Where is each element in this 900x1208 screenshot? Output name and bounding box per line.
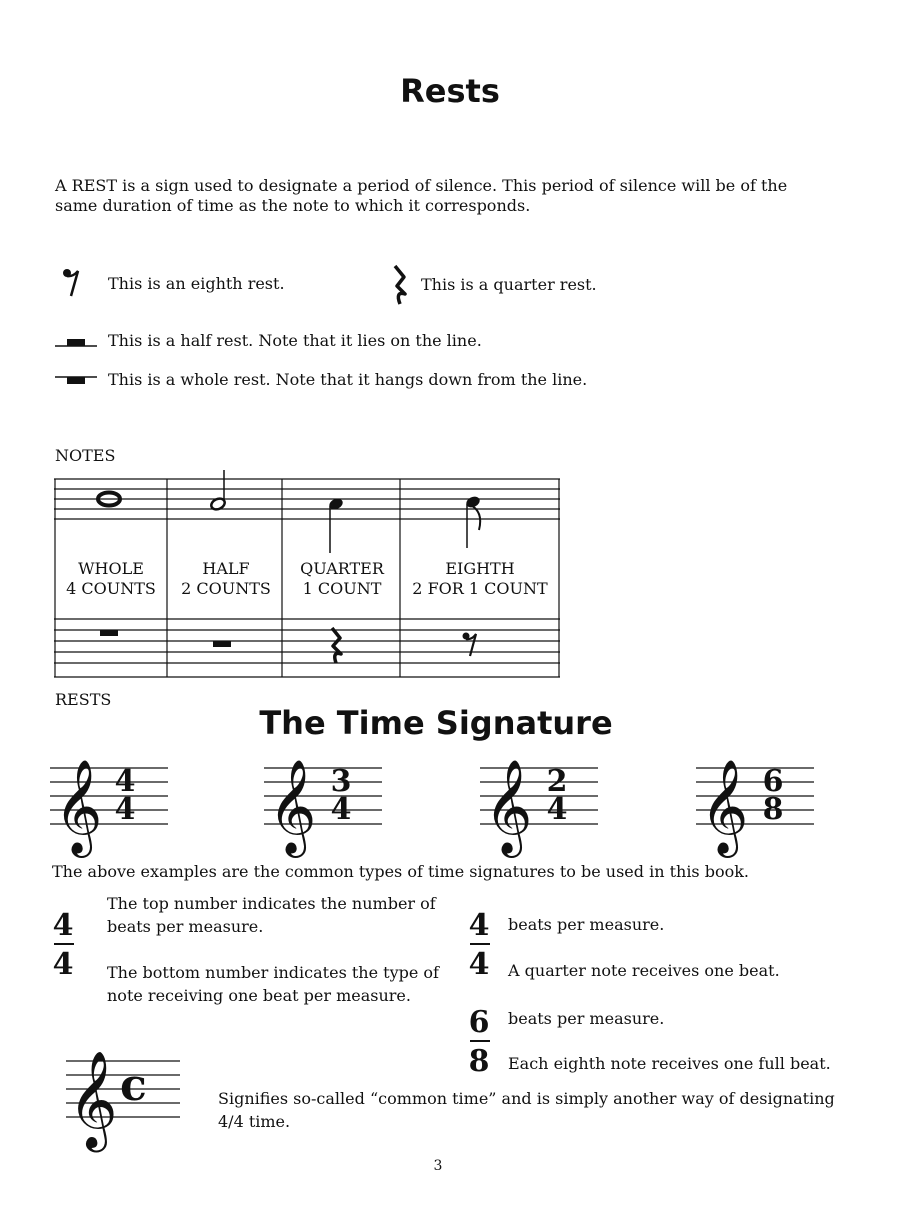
treble-clef-icon: 𝄞 bbox=[68, 1050, 118, 1148]
common-time-symbol: c bbox=[120, 1060, 147, 1111]
table-col-quarter bbox=[284, 559, 400, 599]
page-number: 3 bbox=[433, 1158, 443, 1174]
notes-label: NOTES bbox=[55, 446, 116, 465]
fraction-bar bbox=[470, 1040, 490, 1042]
quarter-note-icon bbox=[328, 497, 345, 553]
quarter-count: 1 COUNT bbox=[302, 579, 382, 598]
half-count: 2 COUNTS bbox=[181, 579, 271, 598]
examples-caption: The above examples are the common types of time signatures to be used in this book. bbox=[52, 862, 750, 881]
treble-clef-icon: 𝄞 bbox=[54, 759, 103, 854]
quarter-rest-table-icon bbox=[332, 628, 341, 663]
rests-label: RESTS bbox=[55, 690, 112, 709]
top-number-text: The top number indicates the number of beats per measure. bbox=[107, 894, 436, 936]
half-rest-table-icon bbox=[213, 641, 231, 647]
whole-count: 4 COUNTS bbox=[66, 579, 156, 598]
table-col-eighth bbox=[401, 559, 559, 599]
staff-3 bbox=[480, 752, 600, 854]
right-68-top-text: beats per measure. bbox=[508, 1009, 665, 1028]
half-rest-icon bbox=[55, 334, 99, 350]
common-time-staff bbox=[66, 1044, 182, 1148]
common-time-text: Signifies so-called “common time” and is simply another way of designating 4/4 time. bbox=[218, 1089, 835, 1131]
time-sig-2-top: 3 bbox=[330, 764, 352, 799]
staff-4 bbox=[696, 752, 816, 854]
half-note-icon bbox=[210, 470, 227, 511]
fraction-bar bbox=[54, 943, 74, 945]
eighth-note-icon bbox=[465, 495, 482, 548]
right-68-bottom: 8 bbox=[468, 1044, 490, 1079]
right-44-top: 4 bbox=[468, 908, 490, 943]
whole-rest-icon bbox=[55, 372, 99, 392]
quarter-rest-description: This is a quarter rest. bbox=[421, 275, 597, 294]
whole-rest-table-icon bbox=[100, 630, 118, 636]
time-signature-heading: The Time Signature bbox=[259, 704, 613, 742]
half-label: HALF bbox=[202, 559, 250, 578]
right-44-top-text: beats per measure. bbox=[508, 915, 665, 934]
time-sig-example-2 bbox=[264, 752, 384, 854]
time-sig-1-bottom: 4 bbox=[114, 792, 136, 827]
time-sig-3-top: 2 bbox=[546, 764, 568, 799]
eighth-count: 2 FOR 1 COUNT bbox=[412, 579, 548, 598]
whole-rest-description: This is a whole rest. Note that it hangs down from the line. bbox=[108, 370, 588, 389]
time-sig-3-bottom: 4 bbox=[546, 792, 568, 827]
treble-clef-icon: 𝄞 bbox=[700, 759, 749, 854]
treble-clef-icon: 𝄞 bbox=[268, 759, 317, 854]
whole-label: WHOLE bbox=[78, 559, 144, 578]
time-sig-1-top: 4 bbox=[114, 764, 136, 799]
quarter-rest-icon bbox=[389, 264, 413, 310]
treble-clef-icon: 𝄞 bbox=[484, 759, 533, 854]
explain-44-top: 4 bbox=[52, 908, 74, 943]
half-rest-description: This is a half rest. Note that it lies on the line. bbox=[108, 331, 482, 350]
table-col-whole bbox=[56, 559, 166, 599]
time-sig-2-bottom: 4 bbox=[330, 792, 352, 827]
time-sig-4-bottom: 8 bbox=[762, 792, 784, 827]
eighth-label: EIGHTH bbox=[445, 559, 515, 578]
intro-paragraph: A REST is a sign used to designate a period of silence. This period of silence will be of the same duration of time as the note to which it corresponds. bbox=[55, 176, 788, 215]
explain-44-bottom: 4 bbox=[52, 947, 74, 982]
page-title: Rests bbox=[400, 72, 500, 110]
right-44-bottom: 4 bbox=[468, 947, 490, 982]
eighth-rest-icon bbox=[62, 268, 84, 300]
bottom-number-text: The bottom number indicates the type of note receiving one beat per measure. bbox=[107, 963, 439, 1005]
time-sig-example-4 bbox=[696, 752, 816, 854]
staff-2 bbox=[264, 752, 384, 854]
quarter-label: QUARTER bbox=[300, 559, 384, 578]
right-68-top: 6 bbox=[468, 1005, 490, 1040]
time-sig-example-1 bbox=[50, 752, 170, 854]
table-col-half bbox=[169, 559, 283, 599]
right-68-bottom-text: Each eighth note receives one full beat. bbox=[508, 1054, 831, 1073]
time-sig-example-3 bbox=[480, 752, 600, 854]
right-44-bottom-text: A quarter note receives one beat. bbox=[508, 961, 780, 980]
time-sig-4-top: 6 bbox=[762, 764, 784, 799]
fraction-bar bbox=[470, 943, 490, 945]
staff-1 bbox=[50, 752, 170, 854]
eighth-rest-description: This is an eighth rest. bbox=[108, 274, 285, 293]
